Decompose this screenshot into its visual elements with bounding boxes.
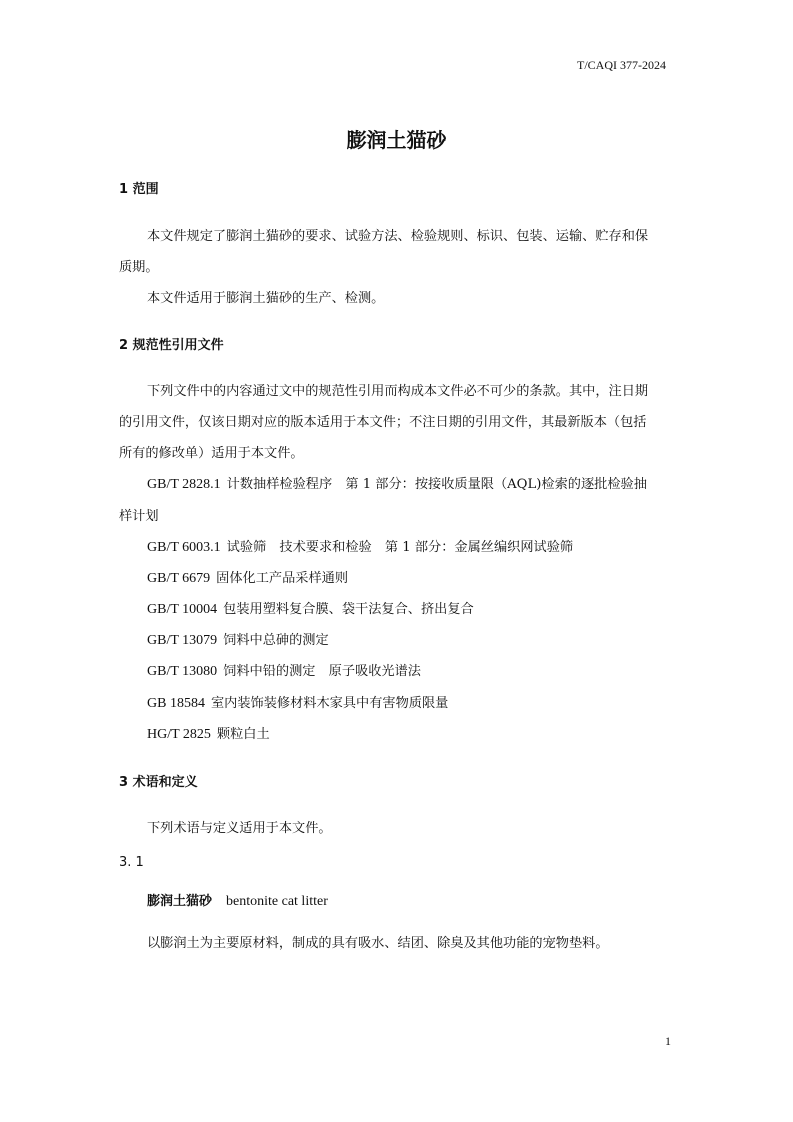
reference-item bbox=[147, 598, 474, 618]
reference-title: 计数抽样检验程序 第 1 部分：按接收质量限（AQL)检索的逐批检验抽 bbox=[226, 477, 647, 492]
section-2-paragraph-line-3: 所有的修改单）适用于本文件。 bbox=[119, 446, 304, 461]
section-2-paragraph-line-1: 下列文件中的内容通过文中的规范性引用而构成本文件必不可少的条款。其中，注日期 bbox=[147, 384, 649, 399]
page-title: 膨润土猫砂 bbox=[346, 128, 447, 152]
section-1-heading: 1 范围 bbox=[119, 182, 159, 197]
section-1-paragraph-2: 本文件适用于膨润土猫砂的生产、检测。 bbox=[147, 291, 385, 306]
term-entry bbox=[147, 890, 328, 910]
reference-title: 饲料中总砷的测定 bbox=[223, 633, 329, 648]
reference-code: GB/T 2828.1 bbox=[147, 477, 221, 492]
section-1-paragraph-1-line-2: 质期。 bbox=[119, 260, 159, 275]
reference-title: 包装用塑料复合膜、袋干法复合、挤出复合 bbox=[223, 602, 474, 617]
reference-code: GB/T 6003.1 bbox=[147, 540, 221, 555]
reference-item bbox=[147, 692, 448, 712]
reference-title-continuation: 样计划 bbox=[119, 509, 159, 524]
reference-item bbox=[147, 473, 647, 493]
section-3-heading: 3 术语和定义 bbox=[119, 775, 198, 790]
section-3-paragraph: 下列术语与定义适用于本文件。 bbox=[147, 821, 332, 836]
reference-title: 固体化工产品采样通则 bbox=[216, 571, 349, 586]
reference-item bbox=[147, 567, 348, 587]
reference-item bbox=[147, 536, 573, 556]
reference-item bbox=[147, 629, 329, 649]
reference-code: GB 18584 bbox=[147, 696, 205, 711]
reference-code: GB/T 13080 bbox=[147, 664, 218, 679]
reference-code: HG/T 2825 bbox=[147, 727, 211, 742]
reference-title: 颗粒白土 bbox=[216, 727, 270, 742]
reference-code: GB/T 6679 bbox=[147, 571, 211, 586]
document-code: T/CAQI 377-2024 bbox=[577, 58, 666, 72]
reference-item bbox=[147, 660, 421, 680]
reference-item bbox=[147, 723, 270, 743]
section-2-heading: 2 规范性引用文件 bbox=[119, 338, 224, 353]
section-1-paragraph-1-line-1: 本文件规定了膨润土猫砂的要求、试验方法、检验规则、标识、包装、运输、贮存和保 bbox=[147, 229, 649, 244]
reference-title: 室内装饰装修材料木家具中有害物质限量 bbox=[210, 696, 449, 711]
reference-code: GB/T 13079 bbox=[147, 633, 218, 648]
term-english: bentonite cat litter bbox=[226, 894, 328, 909]
term-number: 3. 1 bbox=[119, 855, 144, 870]
term-definition: 以膨润土为主要原材料，制成的具有吸水、结团、除臭及其他功能的宠物垫料。 bbox=[147, 936, 609, 951]
page-number: 1 bbox=[665, 1034, 671, 1048]
section-2-paragraph-line-2: 的引用文件，仅该日期对应的版本适用于本文件；不注日期的引用文件，其最新版本（包括 bbox=[119, 415, 647, 430]
reference-title: 饲料中铅的测定 原子吸收光谱法 bbox=[223, 664, 421, 679]
reference-code: GB/T 10004 bbox=[147, 602, 218, 617]
reference-title: 试验筛 技术要求和检验 第 1 部分：金属丝编织网试验筛 bbox=[226, 540, 574, 555]
term-chinese: 膨润土猫砂 bbox=[147, 894, 213, 909]
